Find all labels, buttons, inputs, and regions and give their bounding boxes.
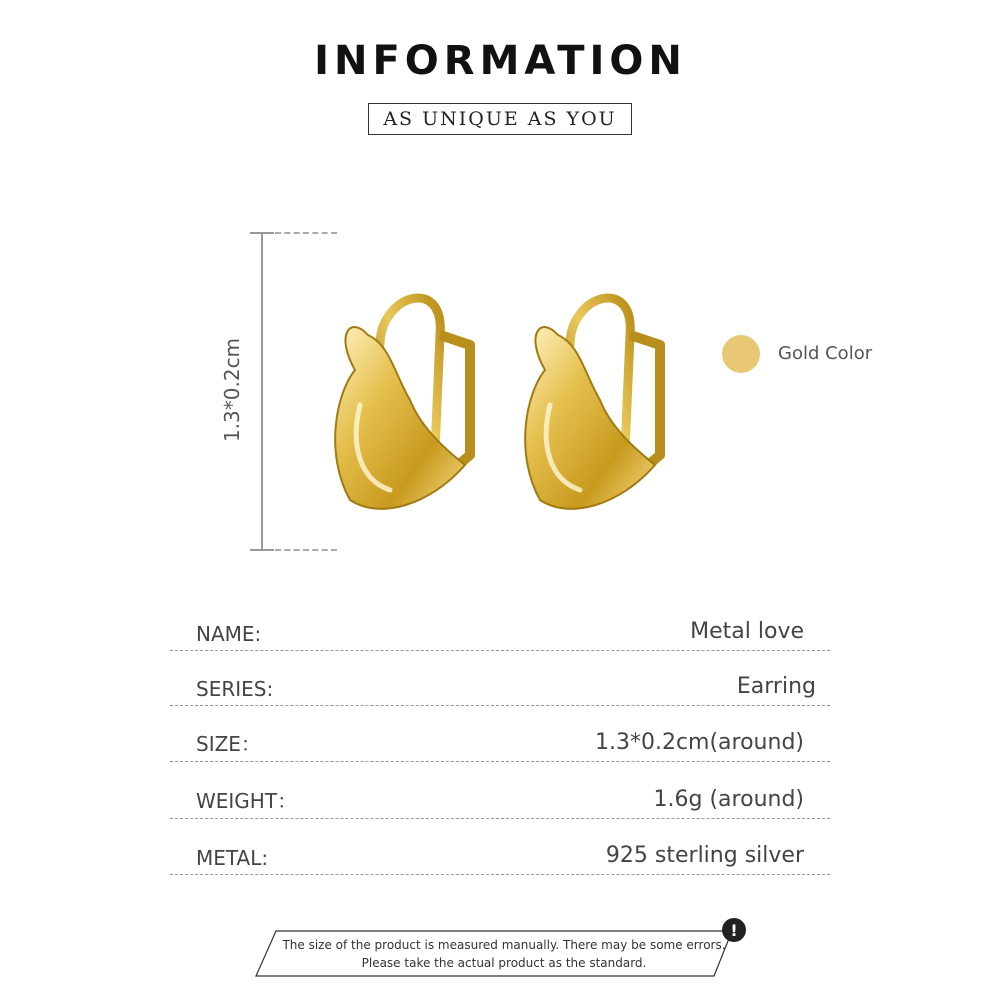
spec-value: Earring [736, 674, 816, 699]
earring-right [525, 298, 660, 509]
heart-earrings-image [320, 275, 680, 545]
notice-line-2: Please take the actual product as the standard. [361, 956, 647, 970]
spec-label: NAME: [196, 622, 262, 646]
dimension-dash-top [275, 232, 337, 234]
spec-value: 925 sterling silver [605, 843, 804, 868]
spec-label: SIZE： [196, 732, 261, 756]
spec-row-series [170, 675, 830, 706]
subtitle-text: AS UNIQUE AS YOU [383, 108, 617, 130]
spec-row-weight [170, 788, 830, 819]
exclamation-icon: ! [722, 918, 746, 942]
color-option-label: Gold Color [778, 343, 873, 364]
page-title: INFORMATION [314, 38, 687, 84]
notice-box [254, 930, 754, 978]
notice-line-1: The size of the product is measured manually. There may be some errors. [282, 938, 726, 952]
spec-row-size [170, 731, 830, 762]
spec-label: METAL: [196, 846, 269, 870]
spec-value: Metal love [690, 619, 804, 644]
spec-row-metal [170, 844, 830, 875]
spec-label: WEIGHT： [196, 789, 298, 813]
spec-value: 1.6g (around) [653, 787, 804, 812]
dimension-cap-top [250, 232, 274, 234]
subtitle-box [368, 103, 632, 135]
product-image [320, 275, 680, 549]
spec-label: SERIES: [196, 677, 274, 701]
gold-color-swatch[interactable] [722, 335, 760, 373]
notice-text [254, 936, 754, 972]
earring-left [335, 298, 470, 509]
dimension-line [261, 232, 263, 551]
dimension-label: 1.3*0.2cm [220, 337, 244, 443]
dimension-cap-bottom [250, 549, 274, 551]
spec-value: 1.3*0.2cm(around) [594, 730, 804, 755]
dimension-dash-bottom [275, 549, 337, 551]
spec-row-name [170, 620, 830, 651]
